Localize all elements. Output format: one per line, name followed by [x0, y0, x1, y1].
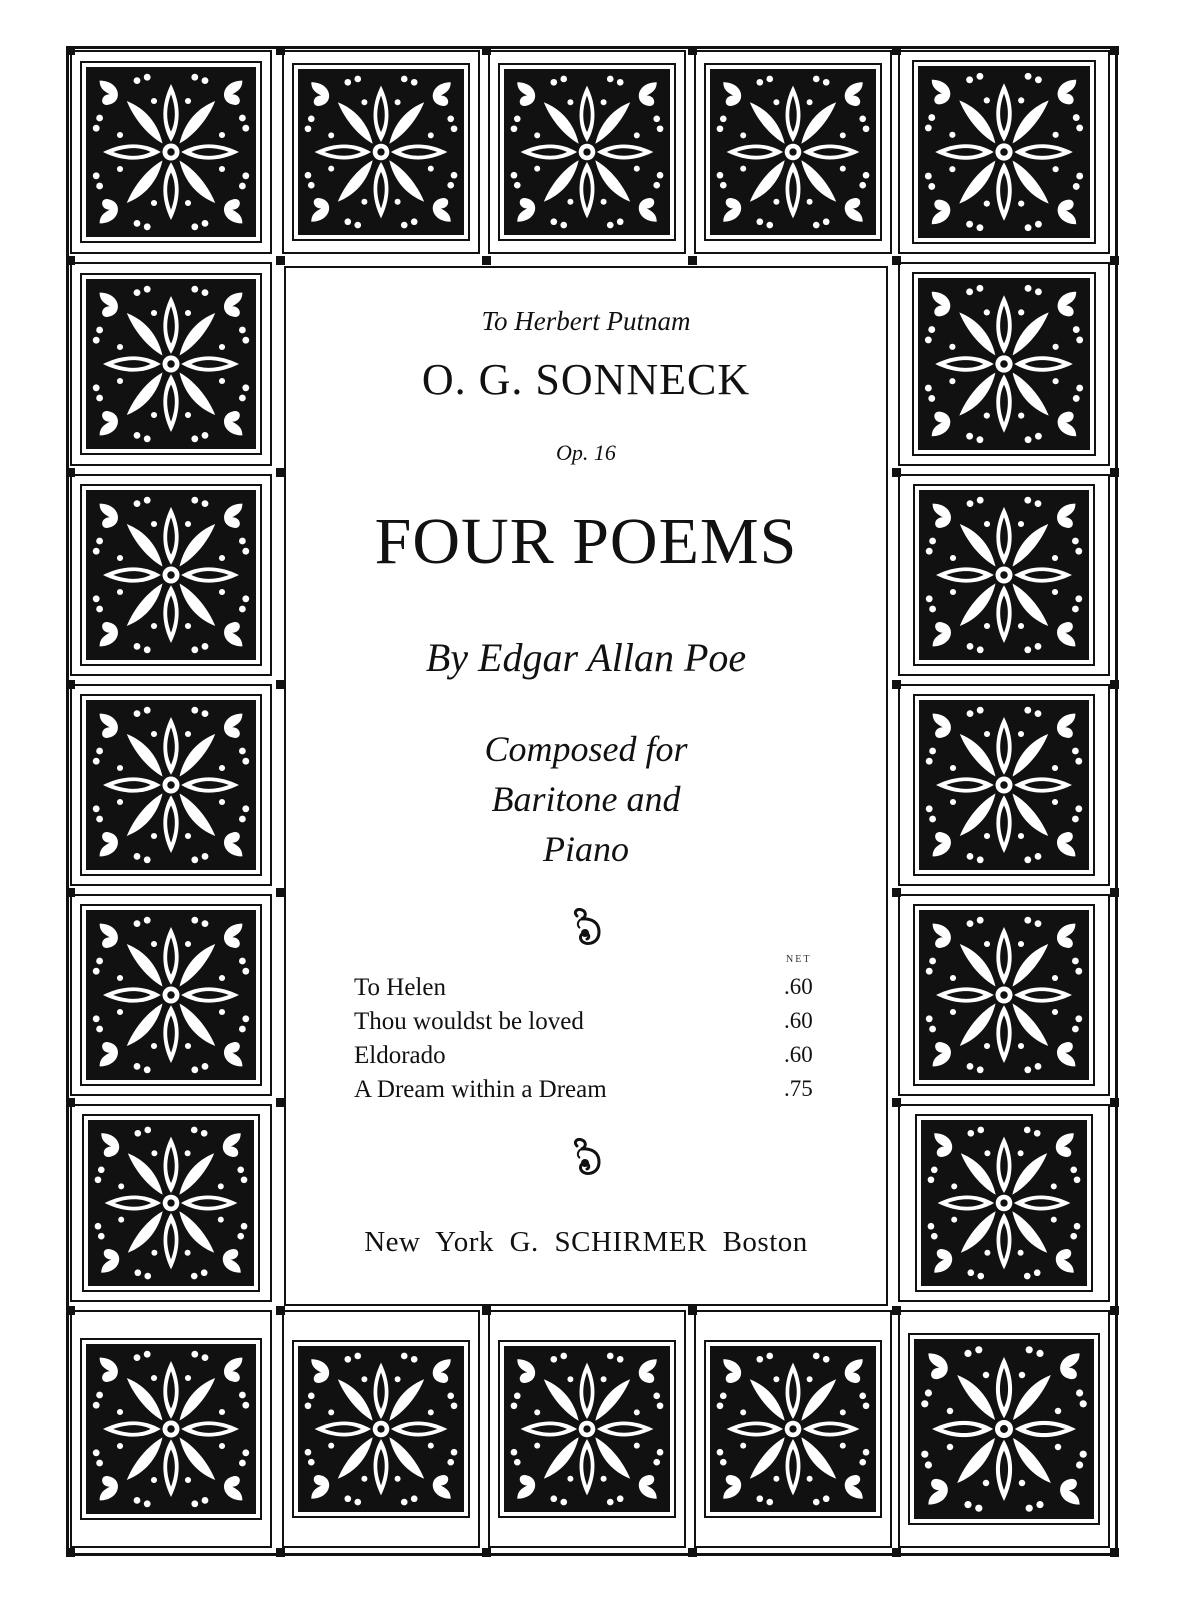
song-price: .60 — [784, 1042, 813, 1067]
ornament-tile — [70, 1104, 272, 1302]
floral-ornament-icon — [504, 69, 670, 235]
border-joint — [892, 1548, 901, 1557]
ornament-tile — [694, 50, 892, 254]
price-header: NET — [786, 954, 812, 965]
ornament-tile — [898, 1310, 1110, 1548]
song-title: Thou wouldst be loved — [354, 1008, 584, 1035]
fleuron-icon — [571, 1138, 605, 1178]
border-joint — [1110, 1306, 1119, 1315]
ornament-tile — [70, 684, 272, 886]
song-price: .75 — [784, 1076, 813, 1101]
song-title: Eldorado — [354, 1042, 446, 1069]
border-joint — [688, 256, 697, 265]
voicing-line: Baritone and — [491, 779, 681, 819]
ornament-tile — [488, 1310, 686, 1548]
floral-ornament-icon — [86, 67, 256, 237]
border-joint — [1110, 1098, 1119, 1107]
ornament-tile — [488, 50, 686, 254]
border-joint — [1110, 468, 1119, 477]
floral-ornament-icon — [919, 910, 1089, 1080]
border-joint — [892, 680, 901, 689]
ornament-tile — [70, 894, 272, 1096]
ornament-tile — [282, 1310, 480, 1548]
ornament-tile — [70, 262, 272, 466]
ornament-tile — [70, 50, 272, 254]
floral-ornament-icon — [918, 278, 1090, 450]
ornament-tile — [898, 684, 1110, 886]
voicing-line: Piano — [543, 829, 629, 869]
song-price: .60 — [784, 1008, 813, 1033]
floral-ornament-icon — [914, 1339, 1094, 1519]
opus-number: Op. 16 — [556, 440, 616, 465]
song-listing — [354, 1076, 824, 1110]
ornament-tile — [898, 894, 1110, 1096]
border-joint — [276, 1548, 285, 1557]
border-joint — [892, 1098, 901, 1107]
border-joint — [66, 888, 75, 897]
border-joint — [276, 1306, 285, 1315]
fleuron-icon — [571, 908, 605, 948]
floral-ornament-icon — [919, 700, 1089, 870]
border-joint — [892, 468, 901, 477]
border-joint — [66, 256, 75, 265]
border-joint — [892, 888, 901, 897]
song-listing — [354, 1008, 824, 1042]
border-joint — [482, 46, 491, 55]
border-joint — [66, 1548, 75, 1557]
border-joint — [276, 256, 285, 265]
poet-credit: By Edgar Allan Poe — [425, 635, 747, 680]
dedication: To Herbert Putnam — [481, 306, 691, 336]
song-title: A Dream within a Dream — [354, 1076, 607, 1103]
border-joint — [482, 1548, 491, 1557]
composer-name: O. G. SONNECK — [421, 355, 751, 404]
ornament-tile — [70, 1310, 272, 1548]
work-title: FOUR POEMS — [374, 505, 798, 578]
floral-ornament-icon — [86, 1344, 256, 1514]
song-listing — [354, 974, 824, 1008]
floral-ornament-icon — [86, 279, 256, 449]
floral-ornament-icon — [298, 69, 464, 235]
floral-ornament-icon — [86, 700, 256, 870]
ornament-tile — [898, 50, 1110, 254]
song-title: To Helen — [354, 974, 446, 1001]
song-listing — [354, 1042, 824, 1076]
ornament-tile — [898, 474, 1110, 676]
border-joint — [66, 468, 75, 477]
ornament-tile — [70, 474, 272, 676]
border-joint — [276, 46, 285, 55]
border-joint — [482, 256, 491, 265]
border-joint — [1110, 888, 1119, 897]
border-joint — [892, 1306, 901, 1315]
border-joint — [66, 1306, 75, 1315]
border-joint — [66, 680, 75, 689]
border-joint — [1110, 680, 1119, 689]
floral-ornament-icon — [710, 1346, 876, 1512]
floral-ornament-icon — [88, 1120, 254, 1286]
ornament-tile — [282, 50, 480, 254]
border-joint — [688, 1548, 697, 1557]
floral-ornament-icon — [919, 490, 1089, 660]
ornament-tile — [694, 1310, 892, 1548]
floral-ornament-icon — [86, 490, 256, 660]
border-joint — [688, 1306, 697, 1315]
floral-ornament-icon — [918, 66, 1090, 238]
voicing-line: Composed for — [484, 729, 688, 769]
border-joint — [1110, 46, 1119, 55]
floral-ornament-icon — [86, 910, 256, 1080]
border-joint — [482, 1306, 491, 1315]
border-joint — [688, 46, 697, 55]
border-joint — [66, 1098, 75, 1107]
border-joint — [1110, 1548, 1119, 1557]
floral-ornament-icon — [921, 1120, 1087, 1286]
title-panel — [284, 266, 888, 1306]
ornament-tile — [898, 1104, 1110, 1302]
floral-ornament-icon — [298, 1346, 464, 1512]
publisher-imprint: New York G. SCHIRMER Boston — [364, 1226, 808, 1258]
song-price: .60 — [784, 974, 813, 999]
floral-ornament-icon — [504, 1346, 670, 1512]
ornament-tile — [898, 262, 1110, 466]
border-joint — [892, 46, 901, 55]
floral-ornament-icon — [710, 69, 876, 235]
border-joint — [892, 256, 901, 265]
border-joint — [66, 46, 75, 55]
border-joint — [1110, 256, 1119, 265]
